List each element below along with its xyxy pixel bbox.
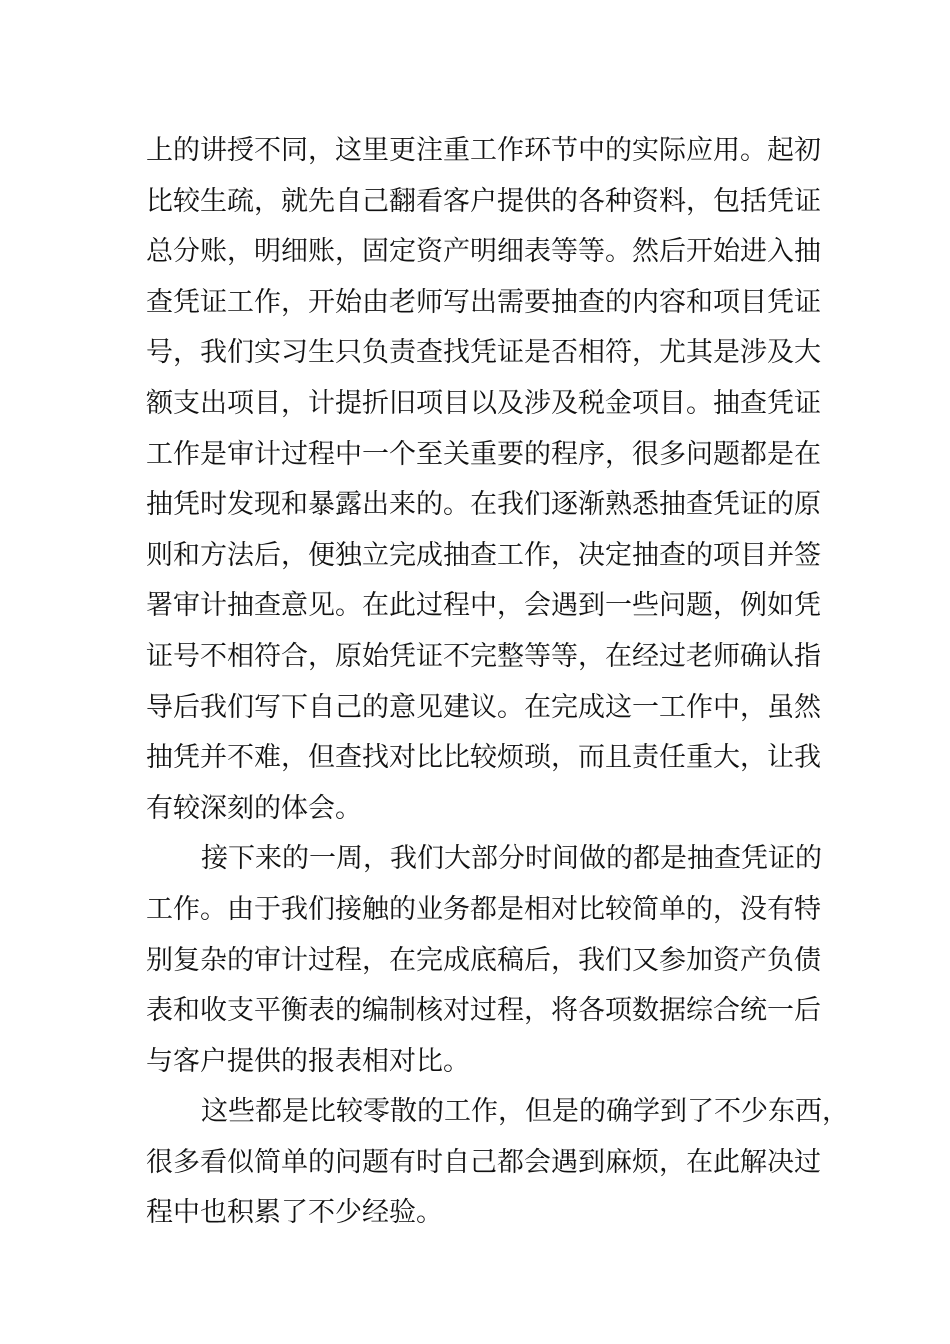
document-body — [146, 126, 849, 1239]
text-line: 比较生疏，就先自己翻看客户提供的各种资料，包括凭证 — [146, 185, 821, 217]
text-line: 程中也积累了不少经验。 — [146, 1197, 443, 1229]
text-line: 查凭证工作，开始由老师写出需要抽查的内容和项目凭证 — [146, 286, 821, 318]
text-line: 工作是审计过程中一个至关重要的程序，很多问题都是在 — [146, 438, 821, 470]
text-line: 工作。由于我们接触的业务都是相对比较简单的，没有特 — [146, 893, 821, 925]
text-line: 接下来的一周，我们大部分时间做的都是抽查凭证的 — [201, 843, 822, 875]
text-line: 证号不相符合，原始凭证不完整等等，在经过老师确认指 — [146, 640, 821, 672]
text-line: 表和收支平衡表的编制核对过程，将各项数据综合统一后 — [146, 995, 821, 1027]
text-line: 上的讲授不同，这里更注重工作环节中的实际应用。起初 — [146, 135, 821, 166]
text-line: 别复杂的审计过程，在完成底稿后，我们又参加资产负债 — [146, 944, 821, 976]
text-line: 很多看似简单的问题有时自己都会遇到麻烦，在此解决过 — [146, 1146, 821, 1178]
text-line: 额支出项目，计提折旧项目以及涉及税金项目。抽查凭证 — [146, 387, 821, 419]
text-line: 导后我们写下自己的意见建议。在完成这一工作中，虽然 — [146, 691, 821, 723]
text-line: 这些都是比较零散的工作，但是的确学到了不少东西， — [201, 1096, 849, 1128]
text-line: 有较深刻的体会。 — [146, 792, 362, 824]
text-line: 与客户提供的报表相对比。 — [146, 1045, 470, 1077]
text-line: 号，我们实习生只负责查找凭证是否相符，尤其是涉及大 — [146, 337, 821, 369]
text-line: 抽凭时发现和暴露出来的。在我们逐渐熟悉抽查凭证的原 — [146, 489, 821, 521]
text-line: 总分账，明细账，固定资产明细表等等。然后开始进入抽 — [146, 236, 821, 268]
text-line: 抽凭并不难，但查找对比比较烦琐，而且责任重大，让我 — [146, 742, 821, 774]
text-line: 则和方法后，便独立完成抽查工作，决定抽查的项目并签 — [146, 539, 821, 571]
text-line: 署审计抽查意见。在此过程中，会遇到一些问题，例如凭 — [146, 590, 821, 622]
